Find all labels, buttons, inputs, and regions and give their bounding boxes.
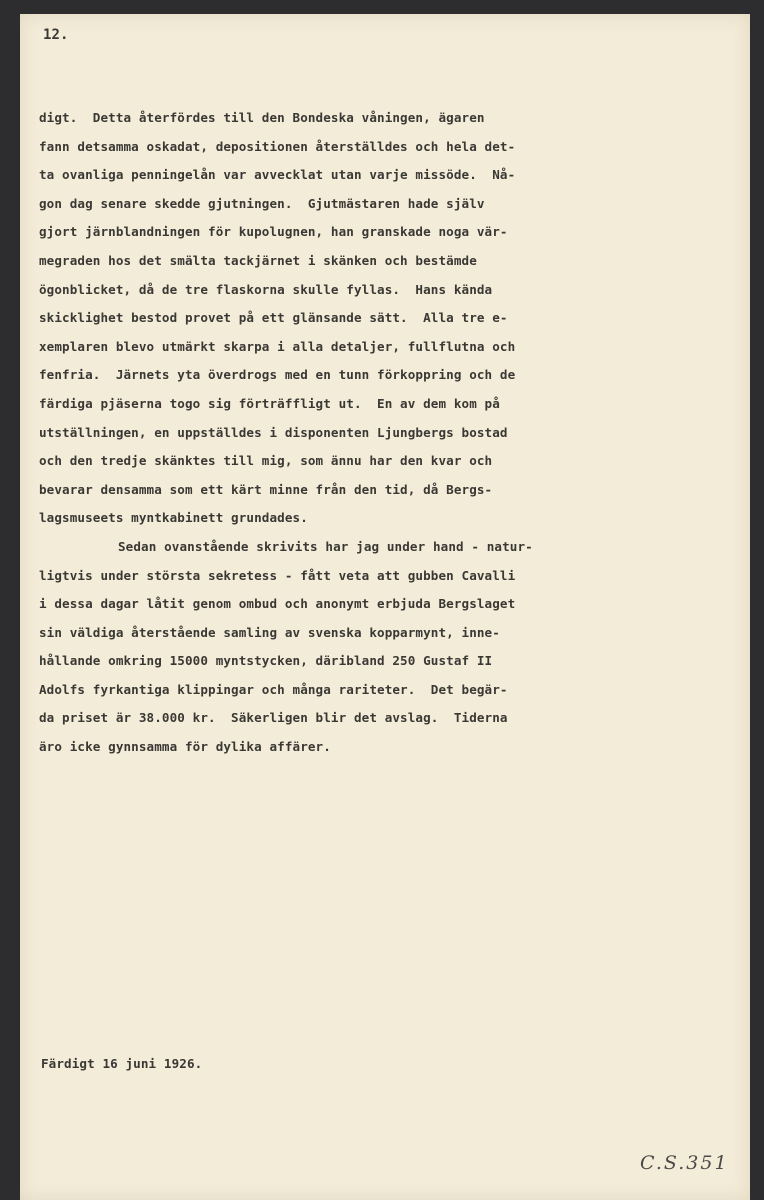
text-line: ta ovanliga penningelån var avvecklat utan varje missöde. Nå- bbox=[39, 167, 516, 183]
text-line: Adolfs fyrkantiga klippingar och många rariteter. Det begär- bbox=[39, 681, 508, 697]
body-text bbox=[39, 104, 739, 762]
text-line: skicklighet bestod provet på ett glänsande sätt. Alla tre e- bbox=[39, 310, 508, 326]
text-line: i dessa dagar låtit genom ombud och anonymt erbjuda Bergslaget bbox=[39, 596, 516, 612]
text-line: lagsmuseets myntkabinett grundades. bbox=[39, 510, 308, 526]
completion-date-line: Färdigt 16 juni 1926. bbox=[41, 1056, 203, 1071]
text-line: gon dag senare skedde gjutningen. Gjutmästaren hade själv bbox=[39, 195, 485, 211]
text-line: megraden hos det smälta tackjärnet i skänken och bestämde bbox=[39, 252, 477, 268]
text-line: ligtvis under största sekretess - fått veta att gubben Cavalli bbox=[39, 567, 516, 583]
text-line: fenfria. Järnets yta överdrogs med en tunn förkoppring och de bbox=[39, 367, 516, 383]
text-line: Sedan ovanstående skrivits har jag under hand - natur- bbox=[118, 538, 533, 554]
text-line: sin väldiga återstående samling av svenska kopparmynt, inne- bbox=[39, 624, 500, 640]
text-line: fann detsamma oskadat, depositionen återställdes och hela det- bbox=[39, 138, 516, 154]
document-page bbox=[20, 14, 750, 1200]
text-line: färdiga pjäserna togo sig förträffligt ut. En av dem kom på bbox=[39, 395, 500, 411]
text-line: och den tredje skänktes till mig, som ännu har den kvar och bbox=[39, 453, 493, 469]
text-line: da priset är 38.000 kr. Säkerligen blir det avslag. Tiderna bbox=[39, 710, 508, 726]
text-line: xemplaren blevo utmärkt skarpa i alla detaljer, fullflutna och bbox=[39, 338, 516, 354]
text-line: digt. Detta återfördes till den Bondeska våningen, ägaren bbox=[39, 110, 485, 125]
text-line: hållande omkring 15000 myntstycken, däribland 250 Gustaf II bbox=[39, 653, 493, 669]
text-line: utställningen, en uppställdes i disponenten Ljungbergs bostad bbox=[39, 424, 508, 440]
text-line: ögonblicket, då de tre flaskorna skulle fyllas. Hans kända bbox=[39, 281, 493, 297]
text-line: äro icke gynnsamma för dylika affärer. bbox=[39, 739, 331, 755]
page-number: 12. bbox=[43, 27, 69, 43]
text-line: gjort järnblandningen för kupolugnen, han granskade noga vär- bbox=[39, 224, 508, 240]
archive-reference-handwritten: C.S.351 bbox=[640, 1152, 729, 1174]
text-line: bevarar densamma som ett kärt minne från den tid, då Bergs- bbox=[39, 481, 493, 497]
